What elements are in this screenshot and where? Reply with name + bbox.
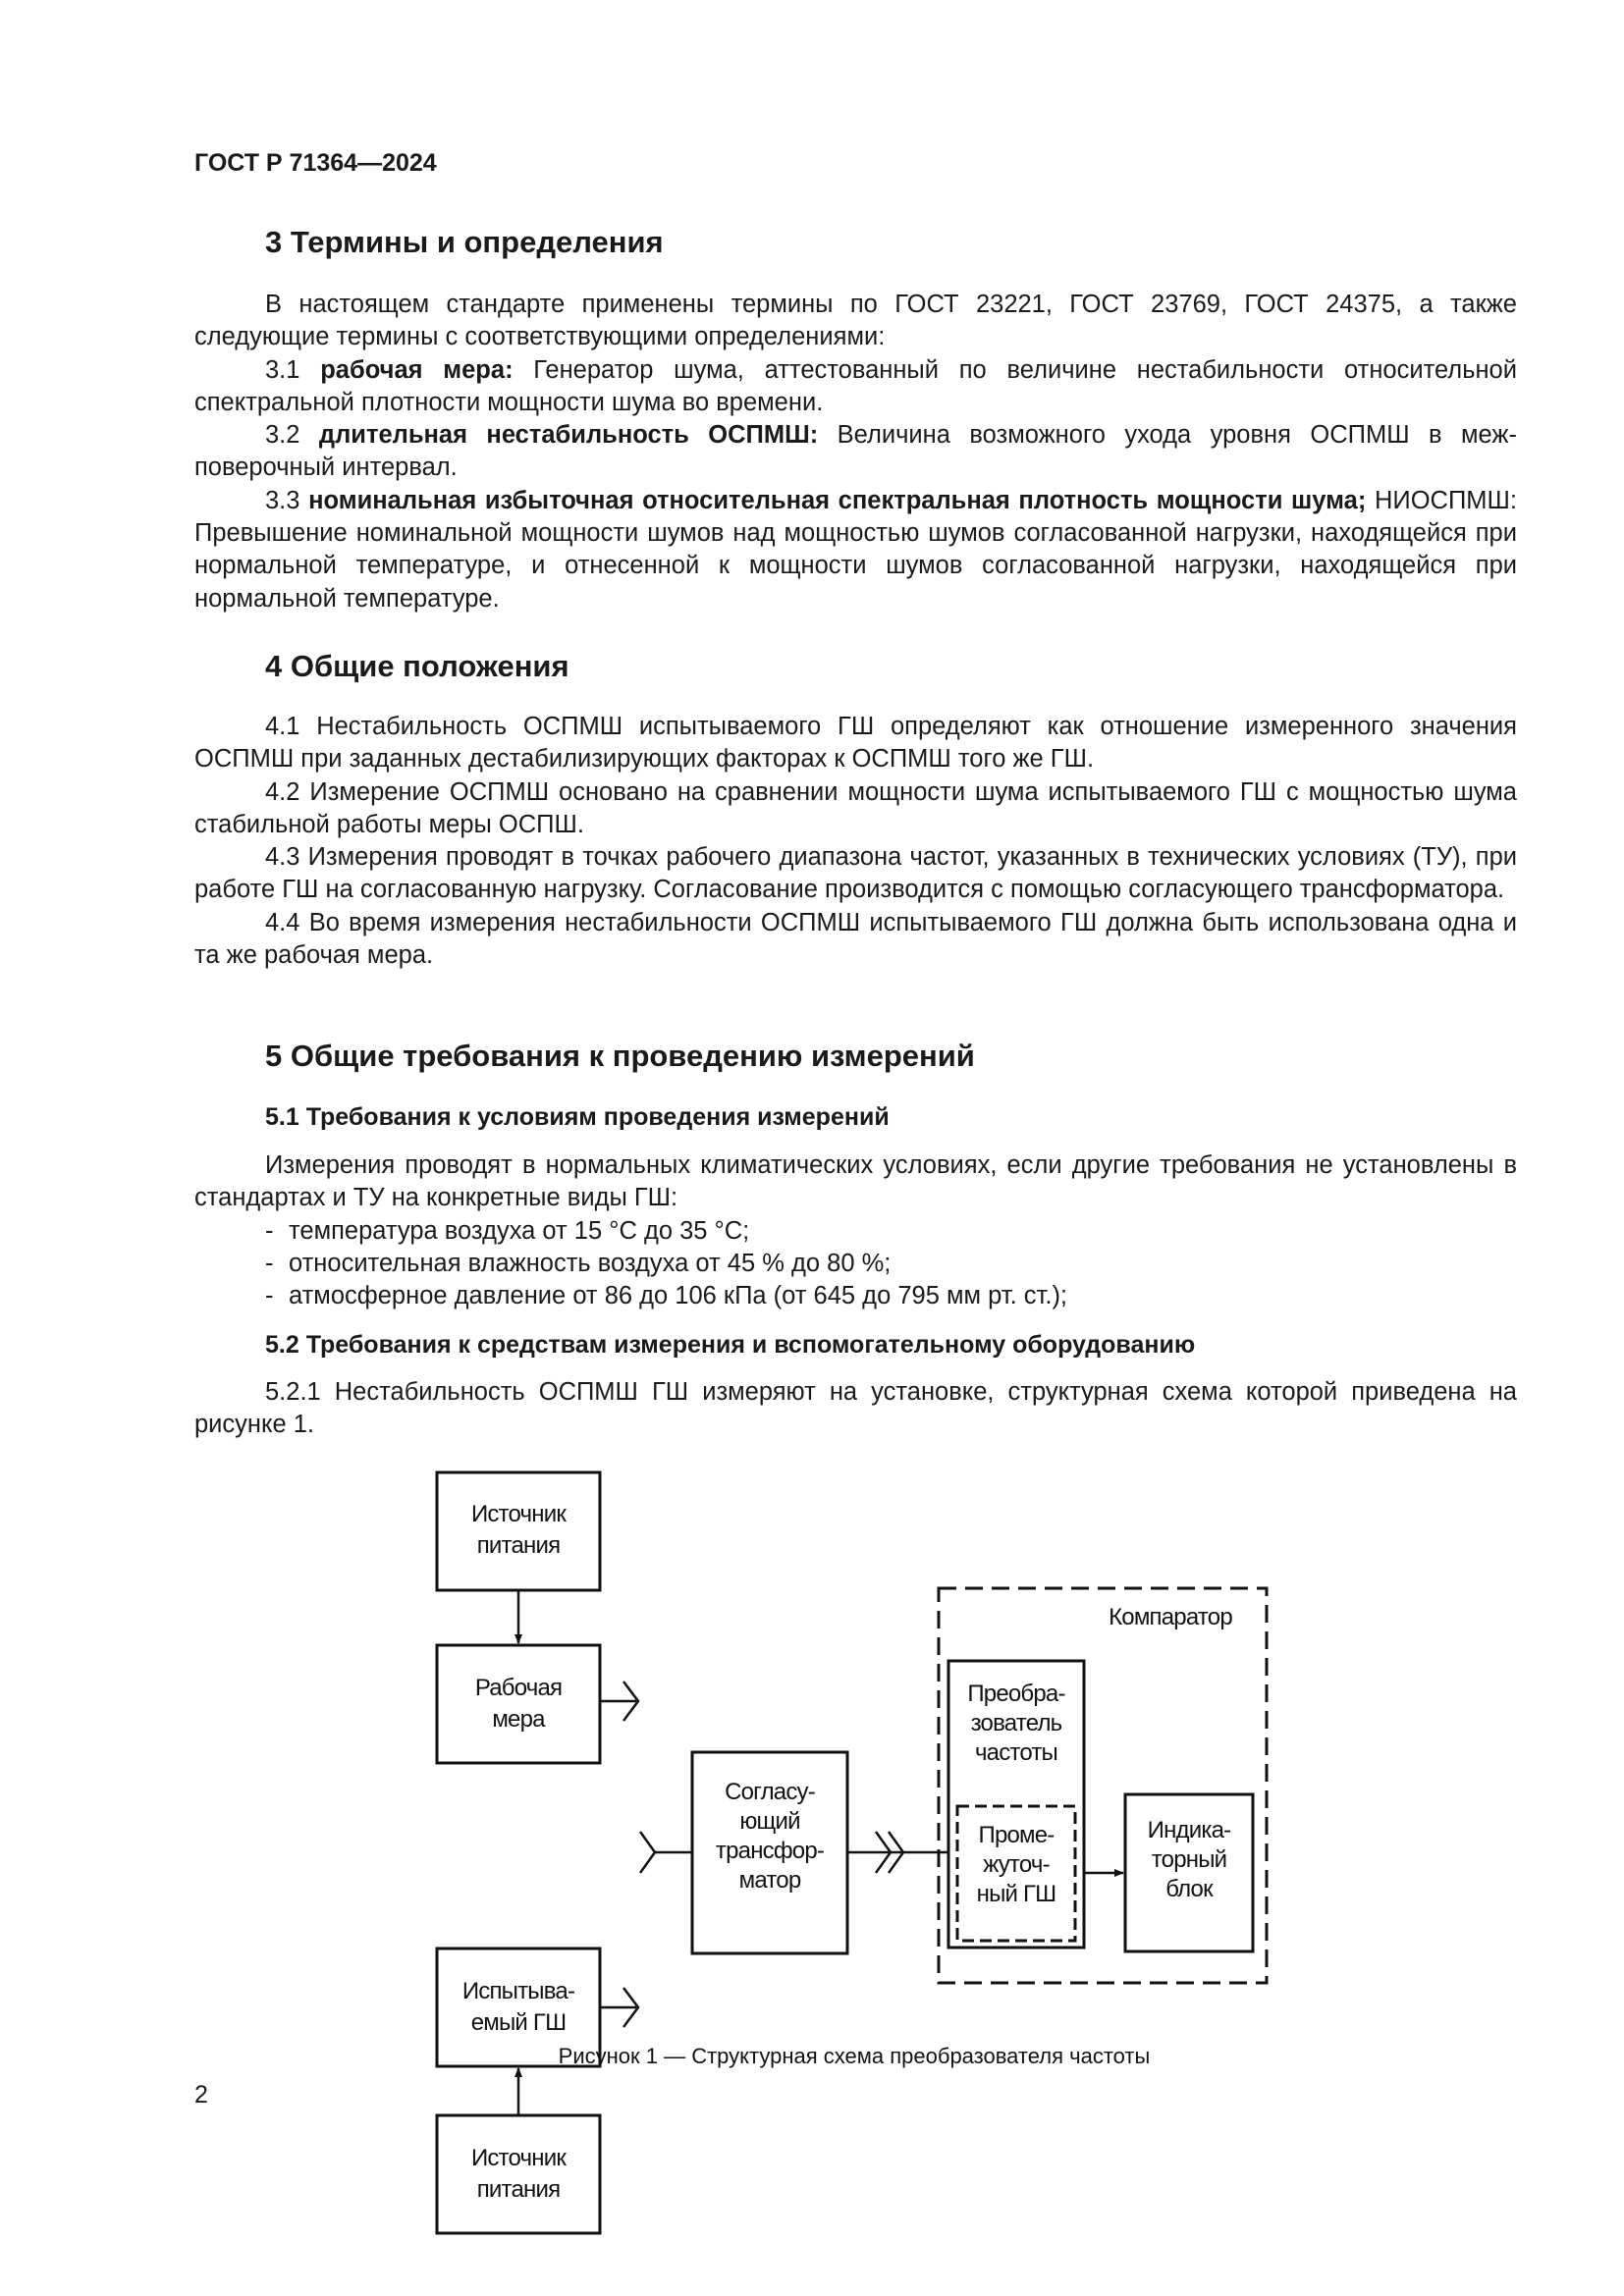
indicator-label-l2: торный xyxy=(1151,1846,1227,1873)
converter-label-l1: Преобра- xyxy=(967,1681,1065,1707)
transformer-label-l2: ющий xyxy=(739,1808,800,1835)
comparator-dashed-box xyxy=(939,1588,1267,1983)
dut-label-l2: емый ГШ xyxy=(470,2009,567,2036)
converter-label-l2: зователь xyxy=(970,1710,1062,1736)
converter-label-l3: частоты xyxy=(974,1739,1058,1766)
work-measure-box xyxy=(437,1645,600,1763)
page-number: 2 xyxy=(194,2081,208,2109)
list-item: - относительная влажность воздуха от 45 % до 80 %; xyxy=(265,1249,892,1277)
subsection-5-1-heading: 5.1 Требования к условиям проведения измерений xyxy=(265,1103,890,1131)
section-3-heading: 3 Термины и определения xyxy=(265,225,664,259)
figure-caption: Рисунок 1 — Структурная схема преобразователя частоты xyxy=(558,2044,1151,2068)
term-3-2: 3.2 длительная нестабильность ОСПМШ: Величина возможного ухода уровня ОСПМШ в межповерочный интервал. xyxy=(194,421,1517,482)
term-3-3: 3.3 номинальная избыточная относительная спектральная плотность мощности шума; НИОСПМШ: Превышение номинальной мощности шумов над мощностью шумов согласованной нагрузки, находящейся при нормальной температуре, и отнесенной к мощности шумов согласованной нагрузки, находящейся при нормальной температуре. xyxy=(194,486,1517,613)
para-4-3: 4.3 Измерения проводят в точках рабочего диапазона частот, указанных в технических условиях (ТУ), при работе ГШ на согласованную нагрузку. Согласование производится с помощью согласующего трансформатора. xyxy=(194,843,1517,904)
transformer-label-l4: матор xyxy=(738,1867,801,1894)
para-5-1-intro: Измерения проводят в нормальных климатических условиях, если другие требования не установлены в стандартах и ТУ на конкретные виды ГШ: xyxy=(194,1151,1517,1212)
power-supply-2-label-l1: Источник xyxy=(470,2145,567,2171)
dut-label-l1: Испытыва- xyxy=(461,1978,575,2004)
work-measure-label-l2: мера xyxy=(492,1706,545,1733)
term-3-1: 3.1 рабочая мера: Генератор шума, аттестованный по величине нестабильности относительной спектральной плотности мощности шума во времени. xyxy=(194,355,1517,416)
power-supply-1-label-l2: питания xyxy=(476,1532,561,1559)
document-header: ГОСТ Р 71364—2024 xyxy=(194,149,437,177)
power-supply-1-box xyxy=(437,1472,600,1590)
list-item: - атмосферное давление от 86 до 106 кПа (от 645 до 795 мм рт. ст.); xyxy=(265,1282,1068,1310)
para-4-1: 4.1 Нестабильность ОСПМШ испытываемого ГШ определяют как отношение измеренного значения ОСПМШ при заданных дестабилизирующих факторах к ОСПМШ того же ГШ. xyxy=(194,713,1517,774)
section-3-intro: В настоящем стандарте применены термины по ГОСТ 23221, ГОСТ 23769, ГОСТ 24375, а также следующие термины с соответствующими определениями: xyxy=(194,291,1517,351)
para-4-4: 4.4 Во время измерения нестабильности ОСПМШ испытываемого ГШ должна быть использована одна и та же рабочая мера. xyxy=(194,908,1517,970)
section-4-heading: 4 Общие положения xyxy=(265,649,569,683)
section-5-heading: 5 Общие требования к проведению измерений xyxy=(265,1039,975,1073)
power-supply-1-label-l1: Источник xyxy=(470,1501,567,1527)
indicator-label-l3: блок xyxy=(1165,1876,1213,1902)
comparator-label: Компаратор xyxy=(1109,1604,1232,1630)
work-measure-label-l1: Рабочая xyxy=(474,1675,563,1701)
para-5-2-1: 5.2.1 Нестабильность ОСПМШ ГШ измеряют на установке, структурная схема которой приведена на рисунке 1. xyxy=(194,1378,1517,1439)
indicator-label-l1: Индика- xyxy=(1147,1817,1231,1843)
subsection-5-2-heading: 5.2 Требования к средствам измерения и вспомогательному оборудованию xyxy=(265,1331,1196,1359)
connector-chevron-icon xyxy=(640,1832,655,1873)
power-supply-2-label-l2: питания xyxy=(476,2176,561,2203)
power-supply-2-box xyxy=(437,2115,600,2233)
para-4-2: 4.2 Измерение ОСПМШ основано на сравнении мощности шума испытываемого ГШ с мощностью шума стабильной работы меры ОСПШ. xyxy=(194,777,1517,838)
intermediate-label-l1: Проме- xyxy=(978,1822,1055,1848)
intermediate-label-l2: жуточ- xyxy=(983,1851,1050,1878)
list-item: - температура воздуха от 15 °С до 35 °С; xyxy=(265,1216,750,1245)
intermediate-label-l3: ный ГШ xyxy=(976,1881,1056,1907)
transformer-label-l3: трансфор- xyxy=(715,1838,825,1864)
transformer-label-l1: Согласу- xyxy=(725,1779,815,1805)
